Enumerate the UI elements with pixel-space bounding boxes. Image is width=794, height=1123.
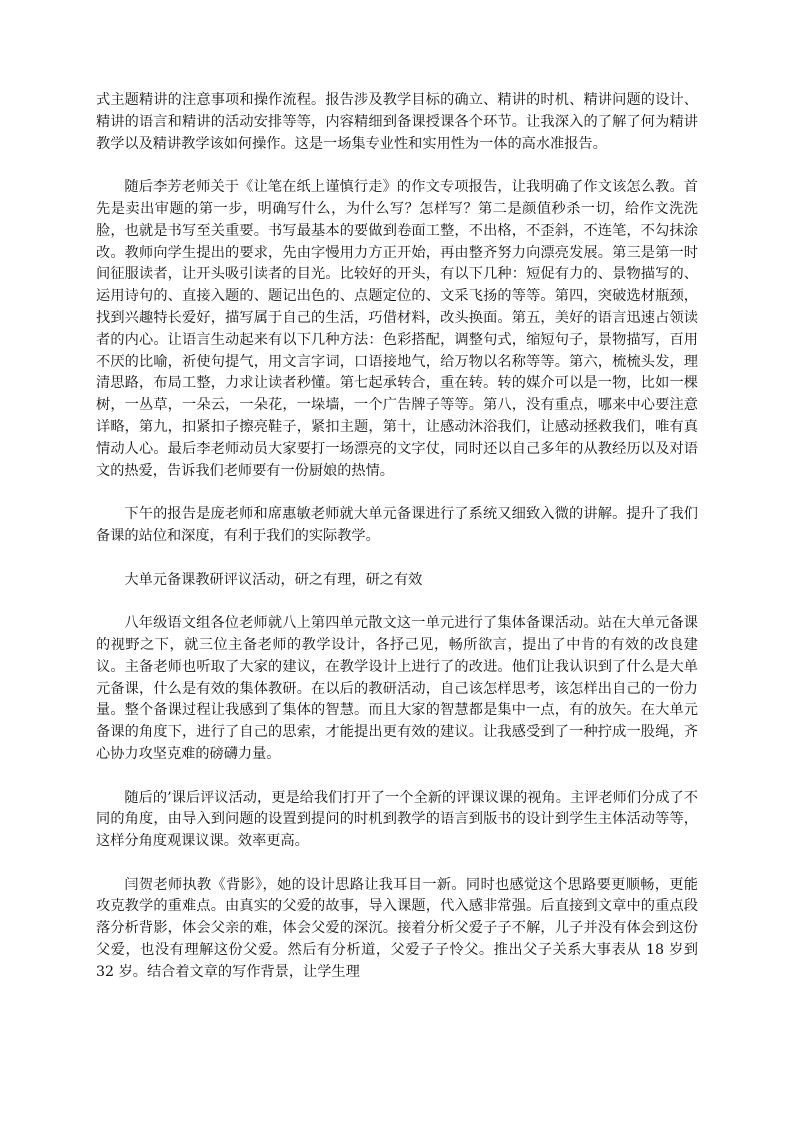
paragraph-1: 式主题精讲的注意事项和操作流程。报告涉及教学目标的确立、精讲的时机、精讲问题的设计、精讲的语言和精讲的活动安排等等，内容精细到备课授课各个环节。让我深入的了解了何为精讲教学以及精讲教学该如何操作。这是一场集专业性和实用性为一体的高水准报告。 xyxy=(96,92,698,152)
paragraph-5: 八年级语文组各位老师就八上第四单元散文这一单元进行了集体备课活动。站在大单元备课的视野之下，就三位主备老师的教学设计，各抒己见，畅所欲言，提出了中肯的有效的改良建议。主备老师也听取了大家的建议，在教学设计上进行了的改进。他们让我认识到了什么是大单元备课，什么是有效的集体教研。在以后的教研活动，自己该怎样思考，该怎样出自己的一份力量。整个备课过程让我感到了集体的智慧。而且大家的智慧都是集中一点，有的放矢。在大单元备课的角度下，进行了自己的思索，才能提出更有效的建议。让我感受到了一种拧成一股绳，齐心协力攻坚克难的磅礴力量。 xyxy=(96,615,698,762)
section-heading: 大单元备课教研评议活动，研之有理，研之有效 xyxy=(124,571,423,588)
paragraph-6: 随后的’课后评议活动，更是给我们打开了一个全新的评课议课的视角。主评老师们分成了不同的角度，由导入到问题的设置到提问的时机到教学的语言到版书的设计到学生主体活动等等，这样分角度观课议课。效率更高。 xyxy=(96,789,698,850)
document-body xyxy=(96,90,698,1005)
paragraph-7: 闫贺老师执教《背影》，她的设计思路让我耳目一新。同时也感觉这个思路要更顺畅，更能攻克教学的重难点。由真实的父爱的故事，导入课题，代入感非常强。后直接到文章中的重点段落分析背影，体会父亲的难，体会父爱的深沉。接着分析父爱子子不解，儿子并没有体会到这份父爱，也没有理解这份父爱。然后有分析道，父爱子子怜父。推出父子关系大事表从 18 岁到 32 岁。结合着文章的写作背景，让学生理 xyxy=(96,876,698,980)
paragraph-3: 下午的报告是庞老师和席惠敏老师就大单元备课进行了系统又细致入微的讲解。提升了我们备课的站位和深度，有利于我们的实际教学。 xyxy=(96,506,698,544)
paragraph-2: 随后李芳老师关于《让笔在纸上谨慎行走》的作文专项报告，让我明确了作文该怎么教。首先是卖出审题的第一步，明确写什么，为什么写？怎样写？第二是颜值秒杀一切，给作文洗洗脸，也就是书写至关重要。书写最基本的要做到卷面工整，不出格，不歪斜，不连笔，不勾抹涂改。教师向学生提出的要求，先由字慢用力方正开始，再由整齐努力向漂亮发展。第三是第一时间征服读者，让开头吸引读者的目光。比较好的开头，有以下几种：短促有力的、景物描写的、运用诗句的、直接入题的、题记出色的、点题定位的、文采飞扬的等等。第四，突破选材瓶颈，找到兴趣特长爱好，描写属于自己的生活，巧借材料，改头换面。第五，美好的语言迅速占领读者的内心。让语言生动起来有以下几种方法：色彩搭配，调整句式，缩短句子，景物描写，百用不厌的比喻，祈使句提气，用文言字词，口语接地气，给万物以名称等等。第六，梳梳头发，理清思路，布局工整，力求让读者秒懂。第七起承转合，重在转。转的媒介可以是一物，比如一棵树，一丛草，一朵云，一朵花，一垛墙，一个广告牌子等等。第八，没有重点，哪来中心要注意详略，第九，扣紧扣子擦亮鞋子，紧扣主题，第十，让感动沐浴我们，让感动拯救我们，唯有真情动人心。最后李老师动员大家要打一场漂亮的文字仗，同时还以自己多年的从教经历以及对语文的热爱，告诉我们老师要有一份厨娘的热情。 xyxy=(96,179,698,479)
